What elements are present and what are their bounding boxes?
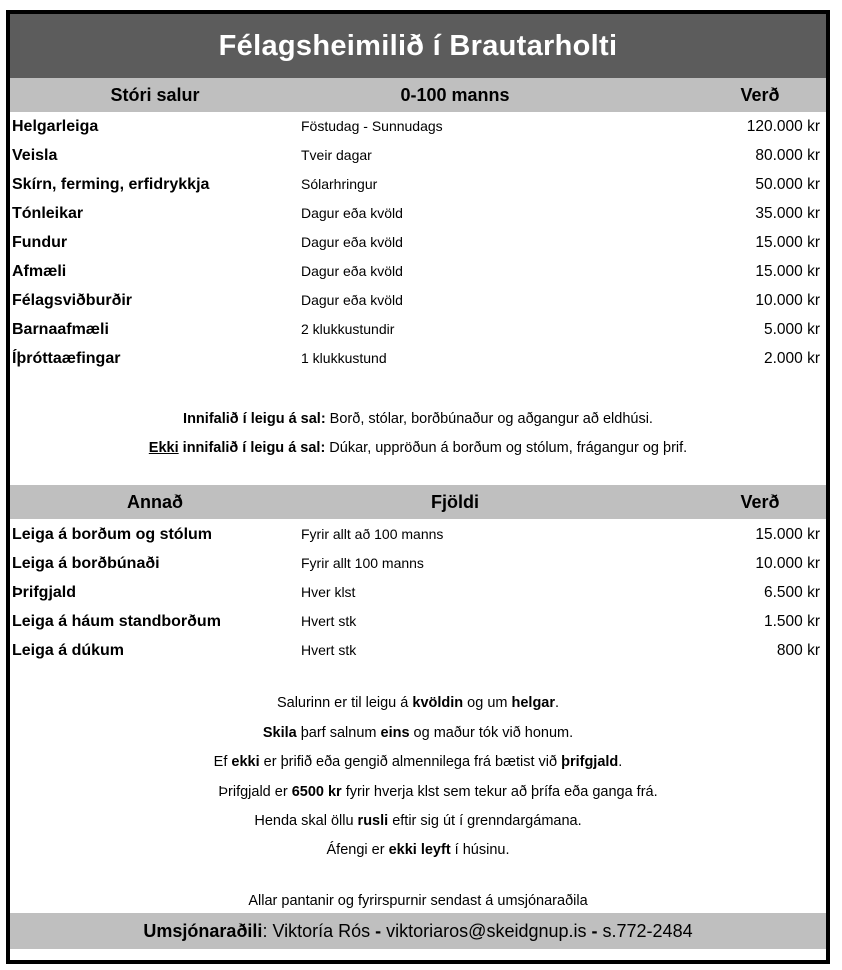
footer-name: : Viktoría Rós <box>262 921 376 941</box>
note-text: eftir sig út í grenndargámana. <box>388 813 582 829</box>
table2-header-col3: Verð <box>740 492 780 512</box>
footer-label: Umsjónaraðili <box>143 921 263 941</box>
note-bold: helgar <box>511 695 556 711</box>
note-text: . <box>618 754 623 770</box>
row-desc: Hvert stk <box>301 642 357 658</box>
row-desc: Fyrir allt 100 manns <box>301 555 424 571</box>
note-text: Áfengi er <box>326 842 389 858</box>
table2-header <box>10 485 826 519</box>
note-text: í húsinu. <box>450 842 510 858</box>
not-included-line <box>10 438 826 458</box>
table-row <box>10 344 826 373</box>
page-title: Félagsheimilið í Brautarholti <box>10 14 826 78</box>
footer-email[interactable]: viktoriaros@skeidgnup.is <box>381 921 592 941</box>
row-desc: Sólarhringur <box>301 176 378 192</box>
price-sheet <box>6 10 830 964</box>
note-text: fyrir hverja klst sem tekur að þrífa eða ganga frá. <box>341 784 658 800</box>
table-row <box>10 170 826 199</box>
table-row <box>10 315 826 344</box>
row-name: Þrifgjald <box>12 584 77 601</box>
table-row <box>10 228 826 257</box>
note-bold: ekki <box>231 754 260 770</box>
table1-header <box>10 78 826 112</box>
not-included-label: innifalið í leigu á sal: <box>178 440 326 456</box>
table1-header-col3: Verð <box>740 85 780 105</box>
row-price: 15.000 kr <box>755 263 820 280</box>
row-name: Leiga á borðbúnaði <box>12 555 160 572</box>
row-price: 800 kr <box>776 642 820 659</box>
note-bold: rusli <box>357 813 389 829</box>
row-desc: Dagur eða kvöld <box>301 205 403 221</box>
row-price: 50.000 kr <box>755 176 820 193</box>
not-included-text: Dúkar, uppröðun á borðum og stólum, frágangur og þrif. <box>325 440 688 456</box>
note-bold: 6500 kr <box>291 784 342 800</box>
row-name: Leiga á háum standborðum <box>12 613 221 630</box>
table-row <box>10 636 826 665</box>
note-bold: þrifgjald <box>561 754 619 770</box>
row-desc: 2 klukkustundir <box>301 321 395 337</box>
row-desc: Hvert stk <box>301 613 357 629</box>
contact-footer <box>10 913 826 949</box>
table-row <box>10 578 826 607</box>
row-price: 35.000 kr <box>755 205 820 222</box>
note-text: . <box>555 695 560 711</box>
table-row <box>10 607 826 636</box>
row-desc: Fyrir allt að 100 manns <box>301 526 444 542</box>
note-line-2 <box>10 723 826 743</box>
not-included-label-underlined: Ekki <box>148 440 179 456</box>
row-name: Íþróttaæfingar <box>12 350 121 367</box>
row-name: Fundur <box>12 234 68 251</box>
table-row <box>10 286 826 315</box>
row-price: 1.500 kr <box>763 613 820 630</box>
note-line-5 <box>10 811 826 831</box>
table-row <box>10 257 826 286</box>
note-text: og maður tók við honum. <box>409 725 574 741</box>
table-row <box>10 141 826 170</box>
note-text: þarf salnum <box>296 725 381 741</box>
table2-header-col2: Fjöldi <box>431 492 479 512</box>
row-price: 10.000 kr <box>755 292 820 309</box>
row-price: 120.000 kr <box>746 118 820 135</box>
row-name: Barnaafmæli <box>12 321 109 338</box>
row-name: Leiga á borðum og stólum <box>12 526 213 543</box>
footer-phone: s.772-2484 <box>597 921 693 941</box>
included-text: Borð, stólar, borðbúnaður og aðgangur að eldhúsi. <box>325 411 653 427</box>
table-row <box>10 199 826 228</box>
row-price: 80.000 kr <box>755 147 820 164</box>
included-label: Innifalið í leigu á sal: <box>183 411 326 427</box>
row-name: Veisla <box>12 147 58 164</box>
row-name: Leiga á dúkum <box>12 642 125 659</box>
orders-text: Allar pantanir og fyrirspurnir sendast á umsjónaraðila <box>248 893 588 909</box>
included-line <box>10 409 826 429</box>
row-name: Helgarleiga <box>12 118 99 135</box>
note-line-1 <box>10 693 826 713</box>
note-text: og um <box>463 695 512 711</box>
row-price: 6.500 kr <box>763 584 820 601</box>
row-desc: Dagur eða kvöld <box>301 292 403 308</box>
note-line-4 <box>30 782 842 802</box>
note-bold: ekki leyft <box>388 842 451 858</box>
table-row <box>10 549 826 578</box>
row-desc: Hver klst <box>301 584 356 600</box>
footer-separator: - <box>375 921 382 941</box>
row-price: 10.000 kr <box>755 555 820 572</box>
row-desc: Dagur eða kvöld <box>301 263 403 279</box>
note-bold: kvöldin <box>412 695 464 711</box>
table-row <box>10 112 826 141</box>
row-price: 15.000 kr <box>755 526 820 543</box>
table1-header-col2: 0-100 manns <box>400 85 510 105</box>
table2-header-col1: Annað <box>127 492 183 512</box>
row-price: 5.000 kr <box>763 321 820 338</box>
note-bold: eins <box>380 725 410 741</box>
table-row <box>10 520 826 549</box>
note-line-6 <box>10 840 826 860</box>
note-text: Henda skal öllu <box>254 813 358 829</box>
row-desc: Föstudag - Sunnudags <box>301 118 443 134</box>
note-text: Þrifgjald er <box>218 784 292 800</box>
row-price: 15.000 kr <box>755 234 820 251</box>
note-text: Ef <box>213 754 232 770</box>
note-text: er þrifið eða gengið almennilega frá bætist við <box>259 754 562 770</box>
row-price: 2.000 kr <box>763 350 820 367</box>
row-desc: Dagur eða kvöld <box>301 234 403 250</box>
row-desc: Tveir dagar <box>301 147 372 163</box>
footer-separator: - <box>591 921 598 941</box>
row-name: Afmæli <box>12 263 67 280</box>
row-name: Félagsviðburðir <box>12 292 133 309</box>
note-line-3 <box>10 752 826 772</box>
row-name: Skírn, ferming, erfidrykkja <box>12 176 210 193</box>
note-bold: Skila <box>262 725 297 741</box>
note-text: Salurinn er til leigu á <box>276 695 413 711</box>
row-desc: 1 klukkustund <box>301 350 387 366</box>
row-name: Tónleikar <box>12 205 84 222</box>
table1-header-col1: Stóri salur <box>110 85 200 105</box>
